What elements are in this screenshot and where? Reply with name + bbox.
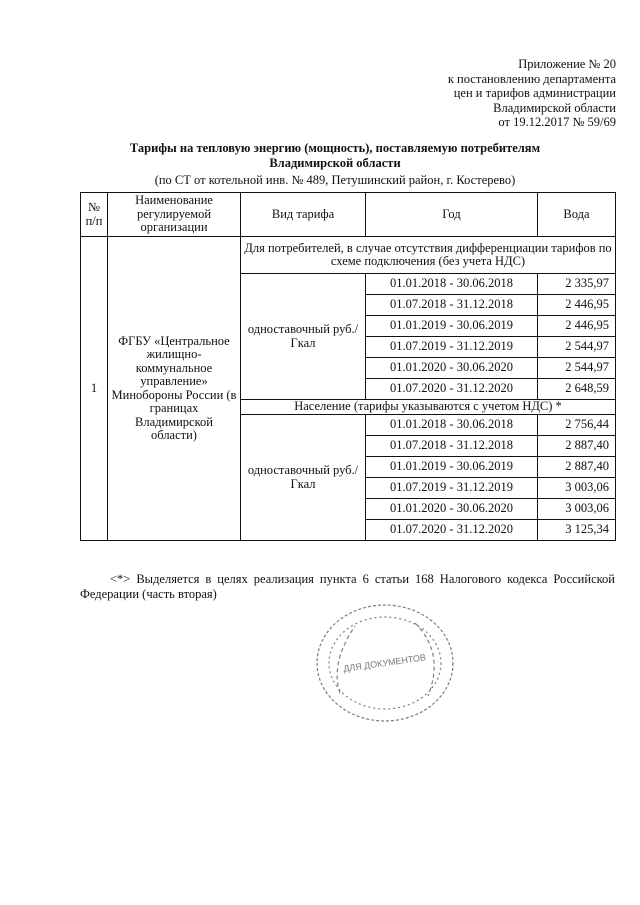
header-organization: Наименование регулируемой организации (108, 193, 241, 237)
title-line: Тарифы на тепловую энергию (мощность), поставляемую потребителям (129, 141, 541, 155)
header-water: Вода (538, 193, 616, 237)
table-header-row (81, 193, 616, 237)
value-cell: 2 544,97 (538, 337, 616, 358)
section-heading-row (81, 237, 616, 274)
document-title (60, 141, 610, 171)
section1-heading: Для потребителей, в случае отсутствия дифференциации тарифов по схеме подключения (без учета НДС) (241, 237, 616, 274)
section1-tariff-type: одноставочный руб./Гкал (241, 274, 366, 400)
organization-name: ФГБУ «Центральное жилищно-коммунальное управление» Минобороны России (в границах Владимирской области) (108, 237, 241, 541)
appendix-line: Владимирской области (493, 100, 616, 115)
value-cell: 2 648,59 (538, 379, 616, 400)
appendix-line: к постановлению департамента (447, 71, 616, 86)
period-cell: 01.07.2019 - 31.12.2019 (366, 337, 538, 358)
period-cell: 01.07.2020 - 31.12.2020 (366, 520, 538, 541)
period-cell: 01.07.2019 - 31.12.2019 (366, 478, 538, 499)
footnote: <*> Выделяется в целях реализация пункта 6 статьи 168 Налогового кодекса Российской Федерации (часть вторая) (80, 572, 615, 601)
value-cell: 3 003,06 (538, 499, 616, 520)
period-cell: 01.01.2019 - 30.06.2019 (366, 457, 538, 478)
value-cell: 2 335,97 (538, 274, 616, 295)
period-cell: 01.01.2020 - 30.06.2020 (366, 358, 538, 379)
row-number: 1 (81, 237, 108, 541)
header-tariff-type: Вид тарифа (241, 193, 366, 237)
period-cell: 01.07.2018 - 31.12.2018 (366, 295, 538, 316)
value-cell: 2 756,44 (538, 415, 616, 436)
value-cell: 2 887,40 (538, 457, 616, 478)
value-cell: 3 125,34 (538, 520, 616, 541)
value-cell: 2 887,40 (538, 436, 616, 457)
period-cell: 01.01.2019 - 30.06.2019 (366, 316, 538, 337)
header-year: Год (366, 193, 538, 237)
period-cell: 01.07.2018 - 31.12.2018 (366, 436, 538, 457)
period-cell: 01.01.2018 - 30.06.2018 (366, 274, 538, 295)
value-cell: 3 003,06 (538, 478, 616, 499)
appendix-line: Приложение № 20 (518, 57, 616, 71)
title-line: Владимирской области (269, 156, 401, 170)
header-num: № п/п (81, 193, 108, 237)
appendix-line: от 19.12.2017 № 59/69 (498, 115, 616, 130)
appendix-block (356, 57, 616, 130)
appendix-line: цен и тарифов администрации (453, 86, 616, 101)
tariff-table (80, 192, 616, 541)
document-subtitle: (по СТ от котельной инв. № 489, Петушинский район, г. Костерево) (154, 173, 516, 187)
official-stamp (310, 598, 460, 728)
period-cell: 01.01.2018 - 30.06.2018 (366, 415, 538, 436)
section2-heading: Население (тарифы указываются с учетом НДС) * (241, 400, 616, 415)
value-cell: 2 446,95 (538, 295, 616, 316)
period-cell: 01.01.2020 - 30.06.2020 (366, 499, 538, 520)
value-cell: 2 544,97 (538, 358, 616, 379)
section2-tariff-type: одноставочный руб./Гкал (241, 415, 366, 541)
period-cell: 01.07.2020 - 31.12.2020 (366, 379, 538, 400)
value-cell: 2 446,95 (538, 316, 616, 337)
stamp-text: ДЛЯ ДОКУМЕНТОВ (342, 652, 427, 674)
